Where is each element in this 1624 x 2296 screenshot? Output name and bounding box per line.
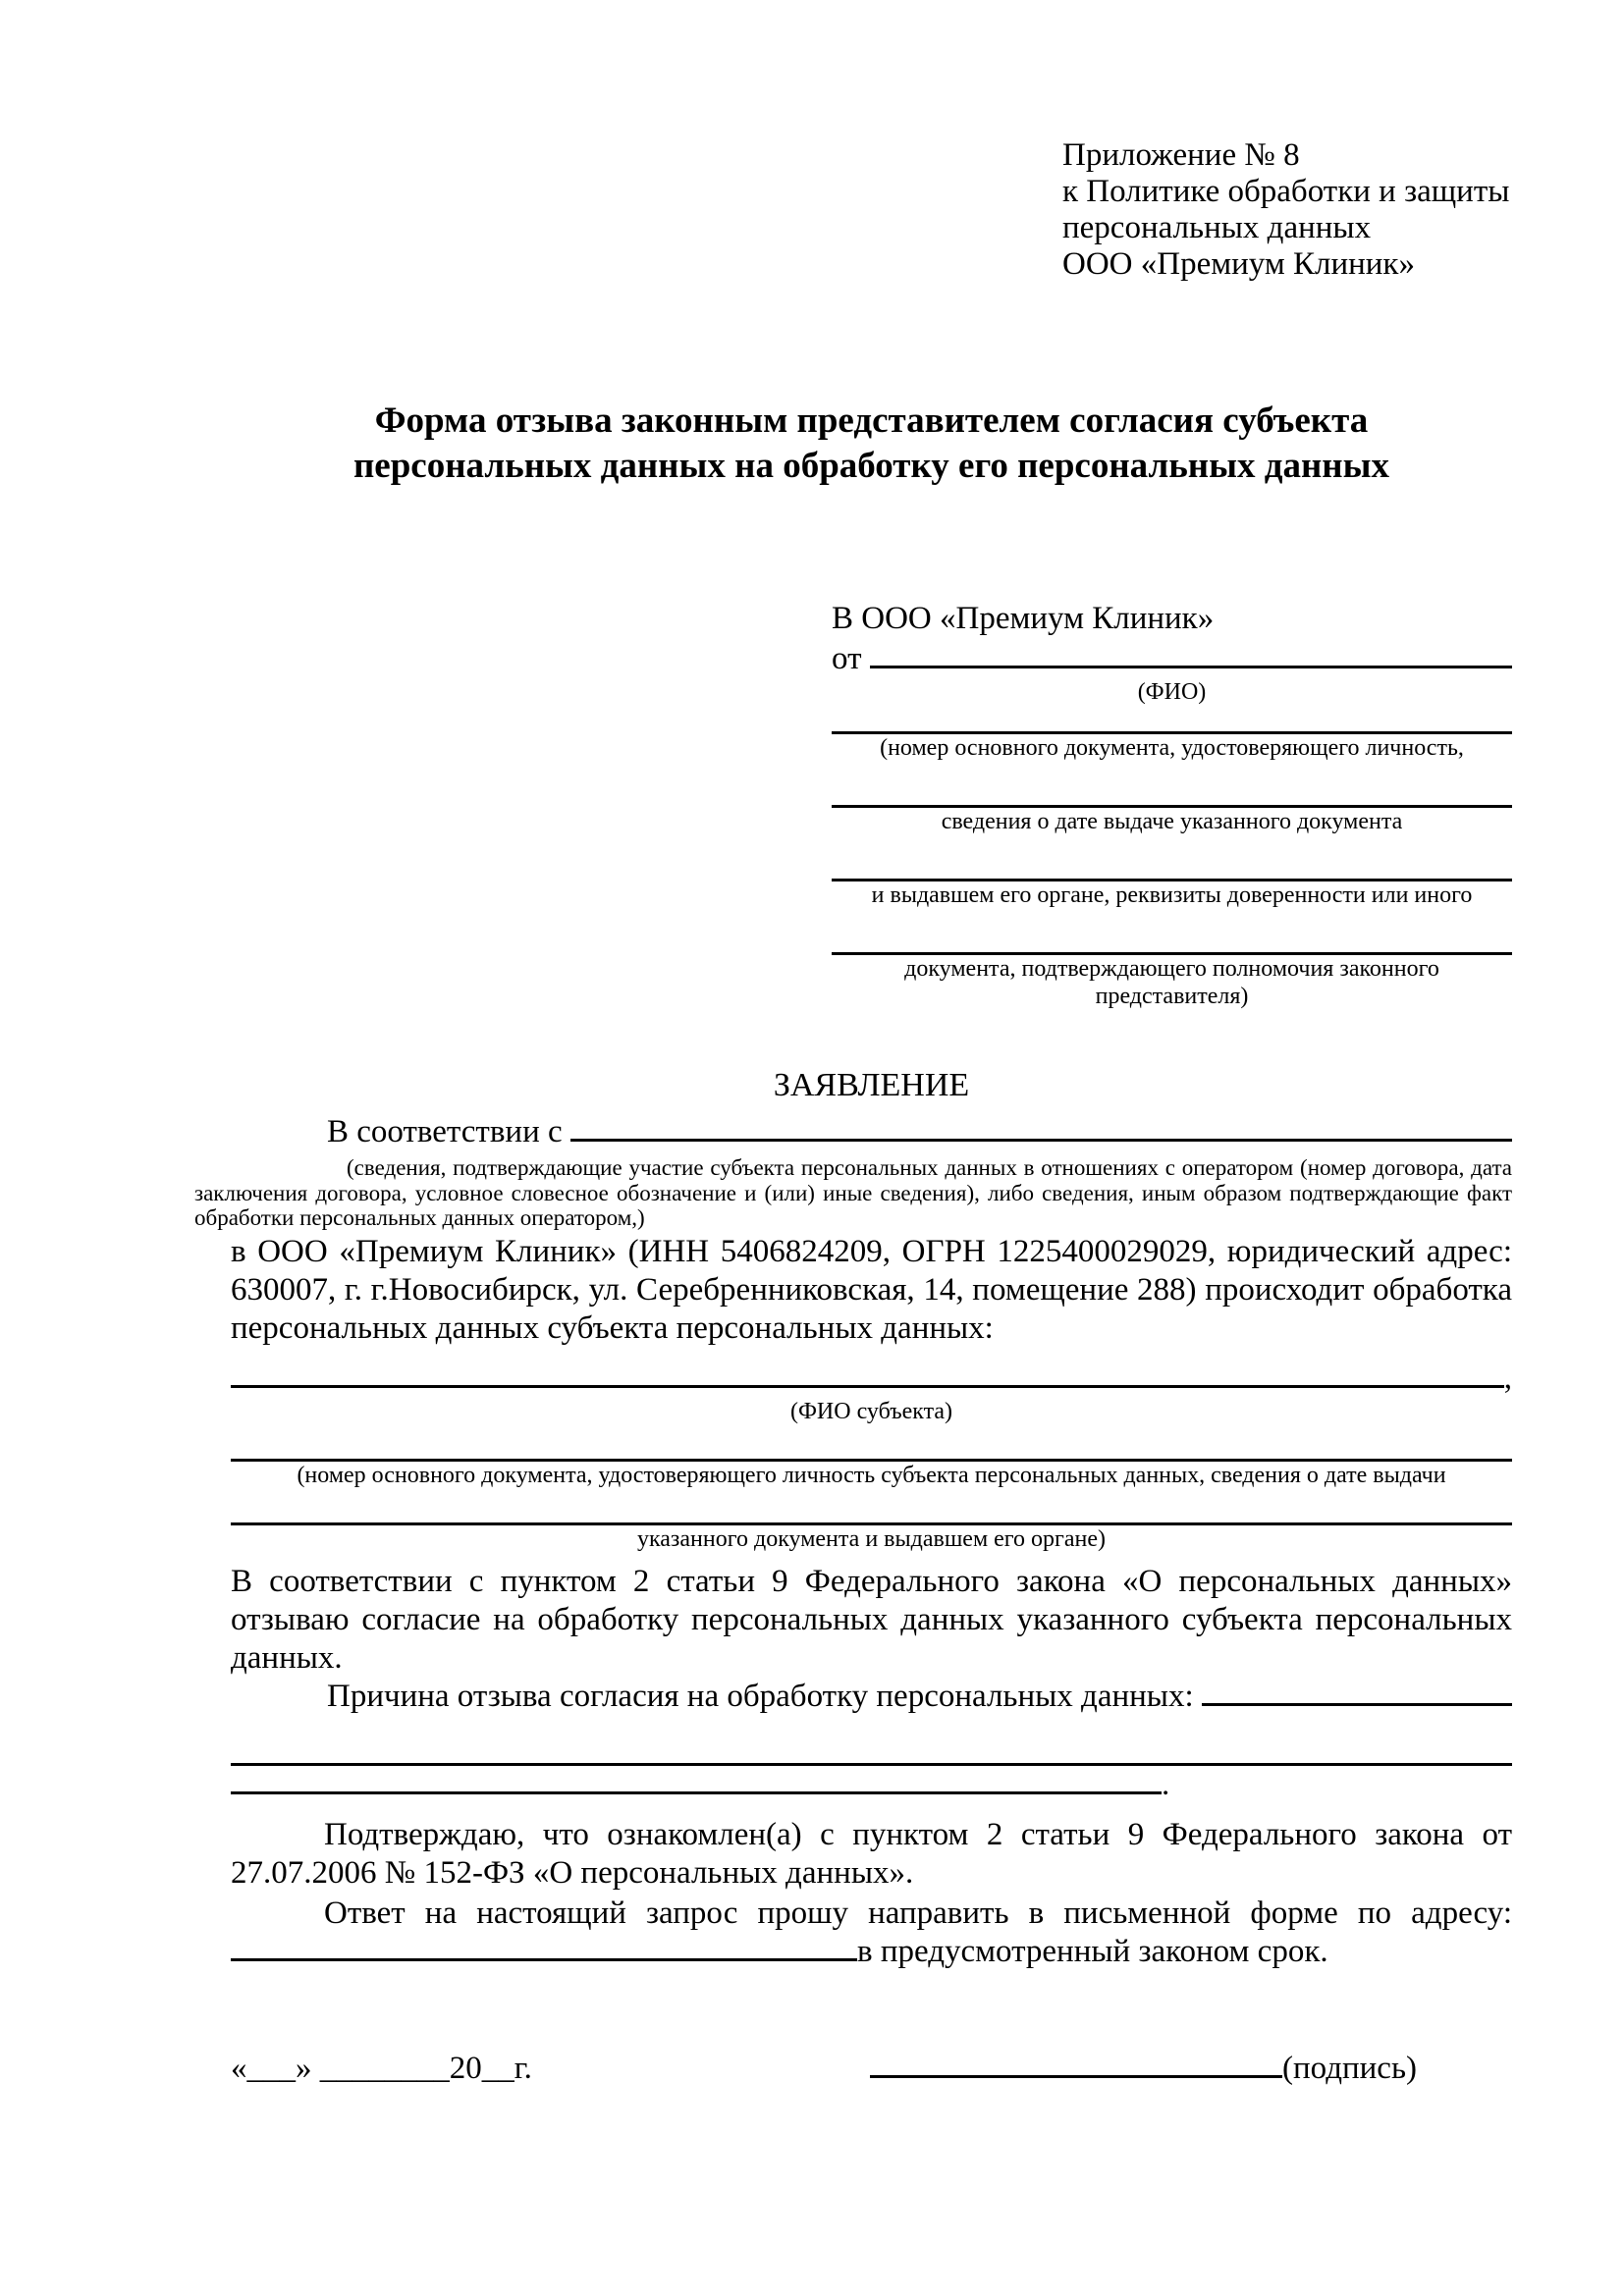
fio-caption: (ФИО) bbox=[1137, 679, 1207, 705]
reason-blank-line-short bbox=[1202, 1703, 1512, 1706]
response-address-row bbox=[231, 1933, 1512, 1971]
response-address-blank-line bbox=[231, 1958, 857, 1961]
document-title-line-1: Форма отзыва законным представителем согласия субъекта bbox=[374, 400, 1369, 441]
from-field-row bbox=[832, 640, 1512, 678]
subject-fio-blank-line bbox=[231, 1385, 1504, 1388]
subject-fio-line-comma: , bbox=[1503, 1360, 1512, 1396]
appendix-line-4: ООО «Премиум Клиник» bbox=[1062, 246, 1415, 282]
signature-caption: (подпись) bbox=[1282, 2050, 1417, 2086]
reason-blank-line-2-row bbox=[231, 1766, 1512, 1804]
response-paragraph: Ответ на настоящий запрос прошу направить в письменной форме по адресу: bbox=[324, 1895, 1512, 1931]
accordance-prefix: В соответствии с bbox=[327, 1114, 563, 1149]
reason-row bbox=[231, 1678, 1512, 1716]
from-label: от bbox=[832, 641, 862, 676]
reason-trailing-period: . bbox=[1162, 1766, 1170, 1802]
reason-blank-line-2 bbox=[231, 1791, 1162, 1794]
operator-paragraph: в ООО «Премиум Клиник» (ИНН 5406824209, ОГРН 1225400029029, юридический адрес: 630007, г. г.Новосибирск, ул. Серебренниковская, 14, помещение 288) происходит обработка персональных данных субъекта персональных данных: bbox=[231, 1233, 1512, 1346]
accordance-note: (сведения, подтверждающие участие субъекта персональных данных в отношениях с оператором (номер договора, дата заключения договора, условное словесное обозначение и (или) иные сведения), либо сведения, иным образом подтверждающие факт обработки персональных данных оператором,) bbox=[194, 1155, 1512, 1230]
withdrawal-paragraph: В соответствии с пунктом 2 статьи 9 Федерального закона «О персональных данных» отзываю согласие на обработку персональных данных указанного субъекта персональных данных. bbox=[231, 1563, 1512, 1676]
subject-fio-caption: (ФИО субъекта) bbox=[789, 1398, 953, 1424]
signature-blank-line bbox=[870, 2075, 1282, 2078]
subject-doc-caption-2: указанного документа и выдавшем его органе) bbox=[636, 1525, 1107, 1552]
appendix-block bbox=[1062, 137, 1512, 283]
issuing-authority-caption: и выдавшем его органе, реквизиты доверенности или иного bbox=[871, 882, 1473, 908]
from-blank-line bbox=[870, 666, 1512, 668]
statement-heading: ЗАЯВЛЕНИЕ bbox=[773, 1067, 970, 1103]
identity-doc-caption: (номер основного документа, удостоверяющего личность, bbox=[880, 735, 1464, 761]
appendix-line-2: к Политике обработки и защиты bbox=[1062, 174, 1510, 209]
date-line: «___» ________20__г. bbox=[231, 2050, 532, 2086]
confirmation-paragraph: Подтверждаю, что ознакомлен(а) с пунктом 2 статьи 9 Федерального закона от 27.07.2006 № 152-ФЗ «О персональных данных». bbox=[231, 1816, 1512, 1891]
representative-authority-caption: документа, подтверждающего полномочия законного представителя) bbox=[904, 956, 1439, 1009]
subject-doc-caption-1: (номер основного документа, удостоверяющего личность субъекта персональных данных, сведения о дате выдачи bbox=[297, 1462, 1446, 1488]
appendix-line-3: персональных данных bbox=[1062, 210, 1372, 245]
accordance-row bbox=[231, 1113, 1512, 1151]
accordance-blank-line bbox=[570, 1139, 1512, 1142]
document-title bbox=[231, 399, 1512, 489]
footer-row bbox=[231, 2050, 1512, 2088]
response-suffix: в предусмотренный законом срок. bbox=[857, 1933, 1328, 1969]
issue-date-caption: сведения о дате выдаче указанного документа bbox=[941, 809, 1403, 834]
addressee-block bbox=[832, 597, 1512, 1010]
appendix-line-1: Приложение № 8 bbox=[1062, 137, 1300, 173]
addressee-organization: В ООО «Премиум Клиник» bbox=[832, 601, 1215, 636]
reason-prefix: Причина отзыва согласия на обработку персональных данных: bbox=[327, 1678, 1194, 1714]
subject-fio-row bbox=[231, 1360, 1512, 1398]
document-title-line-2: персональных данных на обработку его персональных данных bbox=[352, 446, 1389, 486]
